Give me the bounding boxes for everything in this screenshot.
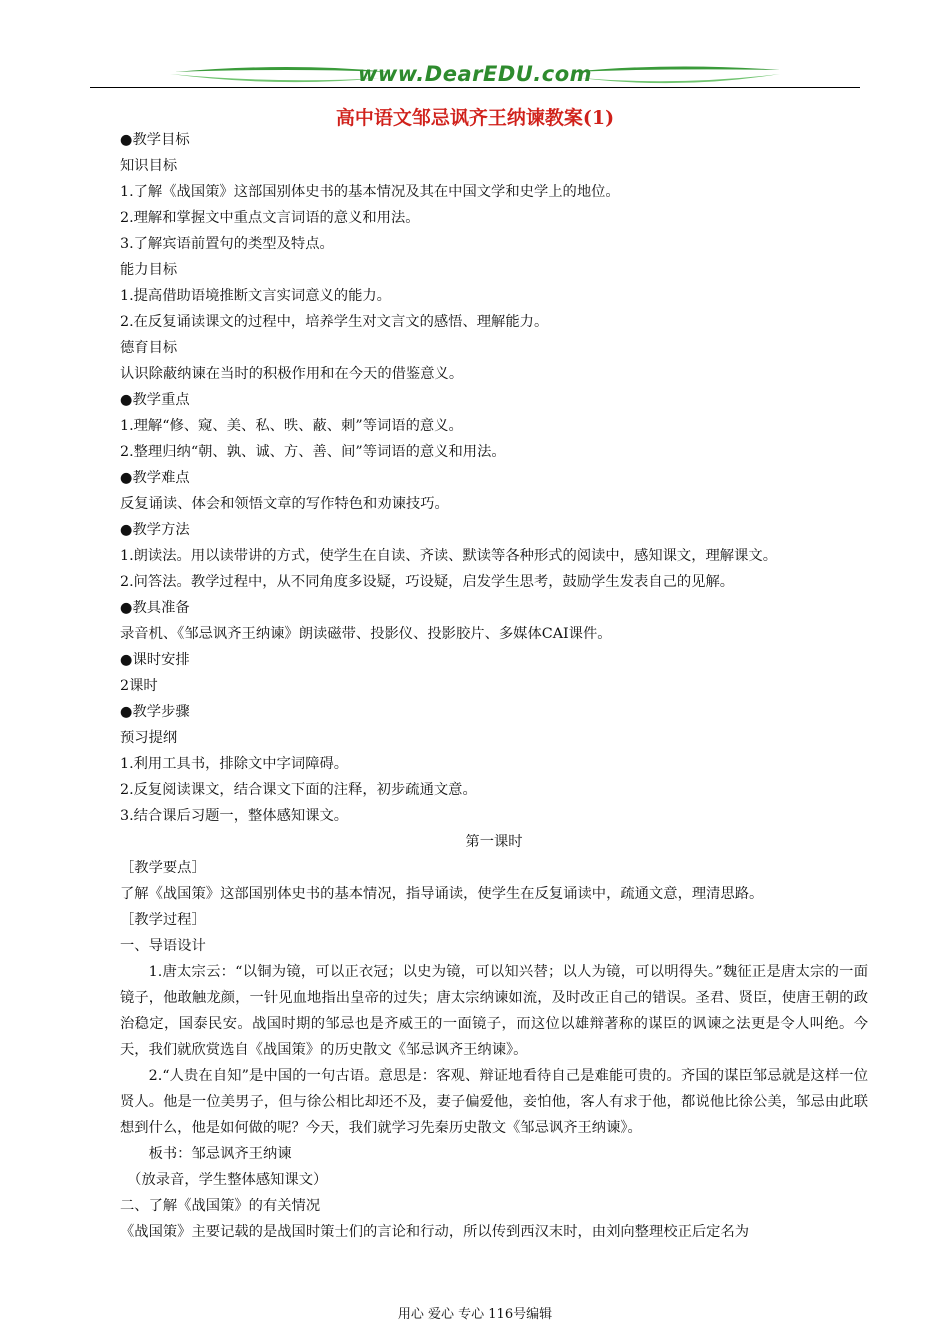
text-line: ●教学步骤 (120, 704, 190, 720)
paragraph: 1.唐太宗云：“以铜为镜，可以正衣冠；以史为镜，可以知兴替；以人为镜，可以明得失。”魏征正是唐太宗的一面镜子，他敢触龙颜，一针见血地指出皇帝的过失；唐太宗纳谏如流，及时改正自己的错误。圣君、贤臣，使唐王朝的政治稳定，国泰民安。战国时期的邹忌也是齐威王的一面镜子，而这位以雄辩著称的谋臣的讽谏之法更是令人叫绝。今天，我们就欣赏选自《战国策》的历史散文《邹忌讽齐王纳谏》。 (120, 964, 868, 1058)
text-line: 能力目标 (120, 262, 178, 278)
text-line: 预习提纲 (120, 730, 178, 746)
text-line: ●教学难点 (120, 470, 190, 486)
text-line: 2.在反复诵读课文的过程中，培养学生对文言文的感悟、理解能力。 (120, 314, 549, 330)
text-line: 一、导语设计 (120, 938, 206, 954)
page-title: 高中语文邹忌讽齐王纳谏教案(1) (335, 107, 615, 129)
text-line: 3.了解宾语前置句的类型及特点。 (120, 236, 334, 252)
text-line: 《战国策》主要记载的是战国时策士们的言论和行动，所以传到西汉末时，由刘向整理校正后定名为 (120, 1224, 750, 1240)
text-line: 1.了解《战国策》这部国别体史书的基本情况及其在中国文学和史学上的地位。 (120, 184, 620, 200)
text-line: 1.理解“修、窥、美、私、昳、蔽、刺”等词语的意义。 (120, 418, 463, 434)
text-line: 录音机、《邹忌讽齐王纳谏》朗读磁带、投影仪、投影胶片、多媒体CAI课件。 (120, 626, 612, 642)
text-line: 反复诵读、体会和领悟文章的写作特色和劝谏技巧。 (120, 496, 449, 512)
text-line: ［教学过程］ (120, 912, 206, 928)
text-line: 3.结合课后习题一，整体感知课文。 (120, 808, 349, 824)
document-body (120, 127, 868, 1245)
section-heading: 第一课时 (465, 834, 523, 850)
text-line: 2课时 (120, 678, 158, 694)
text-line: 2.反复阅读课文，结合课文下面的注释，初步疏通文意。 (120, 782, 477, 798)
paragraph: 2.“人贵在自知”是中国的一句古语。意思是：客观、辩证地看待自己是难能可贵的。齐国的谋臣邹忌就是这样一位贤人。他是一位美男子，但与徐公相比却还不及，妻子偏爱他，妾怕他，客人有求于他，都说他比徐公美，邹忌由此联想到什么，他是如何做的呢？今天，我们就学习先秦历史散文《邹忌讽齐王纳谏》。 (120, 1068, 868, 1136)
site-header (90, 58, 860, 94)
text-line: 知识目标 (120, 158, 178, 174)
text-line: 1.朗读法。用以读带讲的方式，使学生在自读、齐读、默读等各种形式的阅读中，感知课文，理解课文。 (120, 548, 777, 564)
text-line: 2.问答法。教学过程中，从不同角度多设疑，巧设疑，启发学生思考，鼓励学生发表自己的见解。 (120, 574, 735, 590)
text-line: 1.提高借助语境推断文言实词意义的能力。 (120, 288, 391, 304)
text-line: 德育目标 (120, 340, 178, 356)
text-line: 板书：邹忌讽齐王纳谏 (120, 1146, 292, 1162)
text-line: 二、了解《战国策》的有关情况 (120, 1198, 321, 1214)
text-line: ●课时安排 (120, 652, 190, 668)
header-rule (90, 87, 860, 88)
text-line: 2.整理归纳“朝、孰、诚、方、善、间”等词语的意义和用法。 (120, 444, 506, 460)
text-line: 认识除蔽纳谏在当时的积极作用和在今天的借鉴意义。 (120, 366, 464, 382)
site-logo-text[interactable]: www.DearEDU.com (357, 62, 593, 86)
text-line: ●教学方法 (120, 522, 190, 538)
text-line: （放录音，学生整体感知课文） (120, 1172, 328, 1188)
text-line: 2.理解和掌握文中重点文言词语的意义和用法。 (120, 210, 420, 226)
text-line: ●教学目标 (120, 132, 190, 148)
text-line: ［教学要点］ (120, 860, 206, 876)
text-line: ●教具准备 (120, 600, 190, 616)
text-line: 1.利用工具书，排除文中字词障碍。 (120, 756, 349, 772)
text-line: ●教学重点 (120, 392, 190, 408)
text-line: 了解《战国策》这部国别体史书的基本情况，指导诵读，使学生在反复诵读中，疏通文意，理清思路。 (120, 886, 764, 902)
page-footer: 用心 爱心 专心 116号编辑 (397, 1307, 553, 1322)
